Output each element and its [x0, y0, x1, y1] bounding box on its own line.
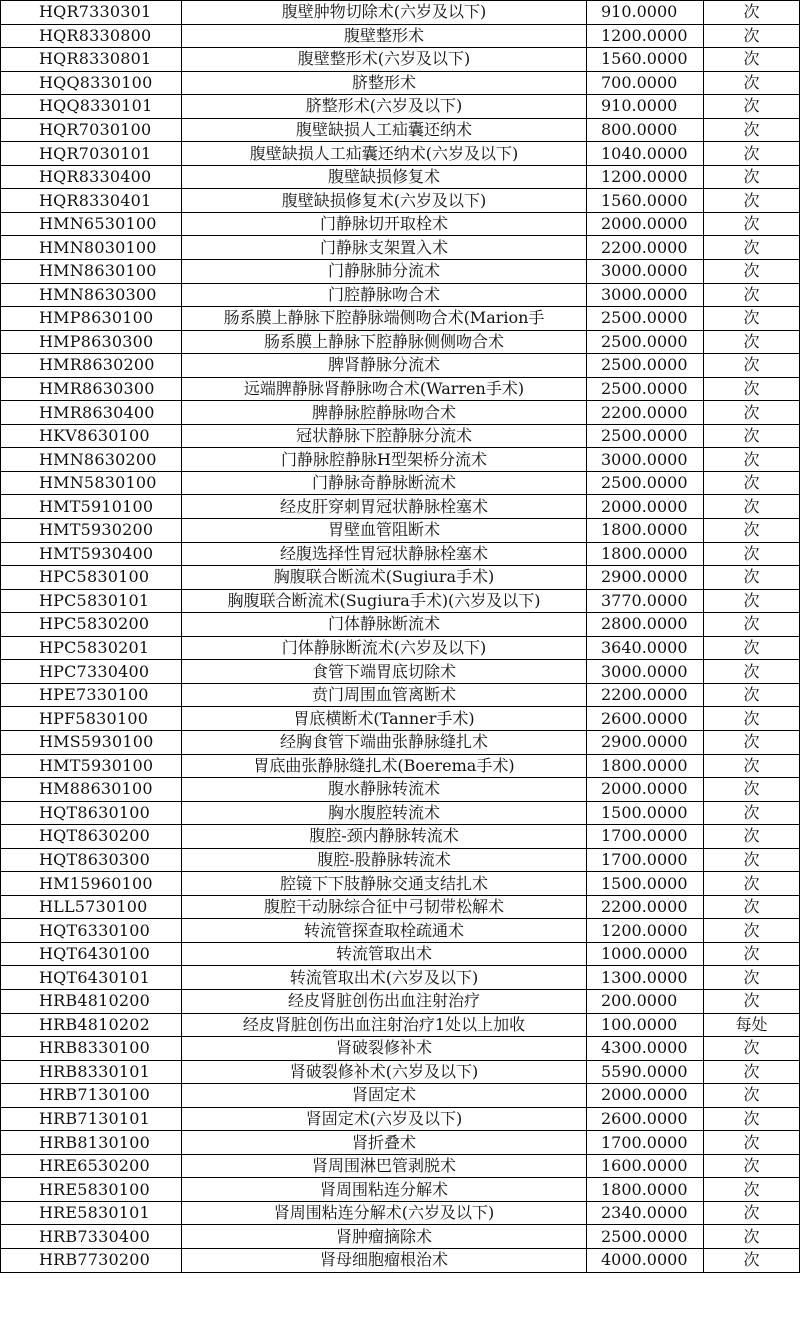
item-price-cell: 2500.0000: [587, 307, 704, 331]
item-code-cell: HPC7330400: [1, 660, 182, 684]
item-price-cell: 2000.0000: [587, 778, 704, 802]
item-price-cell: 4300.0000: [587, 1037, 704, 1061]
item-code-cell: HMN8630300: [1, 283, 182, 307]
item-name-cell: 经皮肾脏创伤出血注射治疗1处以上加收: [182, 1013, 587, 1037]
table-row: [1, 1037, 800, 1061]
item-name-cell: 肠系膜上静脉下腔静脉端侧吻合术(Marion手: [182, 307, 587, 331]
table-row: [1, 1154, 800, 1178]
item-code-cell: HRB7130101: [1, 1107, 182, 1131]
item-price-cell: 2200.0000: [587, 895, 704, 919]
item-code-cell: HPC5830201: [1, 636, 182, 660]
item-name-cell: 胃壁血管阻断术: [182, 519, 587, 543]
item-name-cell: 经腹选择性胃冠状静脉栓塞术: [182, 542, 587, 566]
item-name-cell: 肾折叠术: [182, 1131, 587, 1155]
table-row: [1, 24, 800, 48]
item-code-cell: HQT6430100: [1, 942, 182, 966]
item-name-cell: 腹腔-颈内静脉转流术: [182, 825, 587, 849]
item-price-cell: 1800.0000: [587, 1178, 704, 1202]
item-code-cell: HRE5830101: [1, 1201, 182, 1225]
item-unit-cell: 次: [704, 1060, 800, 1084]
item-unit-cell: 次: [704, 95, 800, 119]
item-name-cell: 门静脉切开取栓术: [182, 212, 587, 236]
table-row: [1, 589, 800, 613]
table-row: [1, 1178, 800, 1202]
item-code-cell: HMT5910100: [1, 495, 182, 519]
table-row: [1, 1060, 800, 1084]
item-unit-cell: 次: [704, 1154, 800, 1178]
item-unit-cell: 次: [704, 471, 800, 495]
item-unit-cell: 次: [704, 872, 800, 896]
table-row: [1, 118, 800, 142]
table-row: [1, 189, 800, 213]
item-name-cell: 转流管取出术(六岁及以下): [182, 966, 587, 990]
item-code-cell: HRB8130100: [1, 1131, 182, 1155]
table-row: [1, 165, 800, 189]
item-code-cell: HQT8630300: [1, 848, 182, 872]
item-price-cell: 2000.0000: [587, 212, 704, 236]
item-name-cell: 腹腔干动脉综合征中弓韧带松解术: [182, 895, 587, 919]
item-unit-cell: 次: [704, 1037, 800, 1061]
item-name-cell: 腹壁缺损人工疝囊还纳术: [182, 118, 587, 142]
item-code-cell: HPC5830101: [1, 589, 182, 613]
item-price-cell: 910.0000: [587, 95, 704, 119]
item-code-cell: HQR8330400: [1, 165, 182, 189]
item-name-cell: 脐整形术(六岁及以下): [182, 95, 587, 119]
item-name-cell: 胸腹联合断流术(Sugiura手术)(六岁及以下): [182, 589, 587, 613]
item-unit-cell: 次: [704, 636, 800, 660]
item-code-cell: HRE5830100: [1, 1178, 182, 1202]
item-price-cell: 100.0000: [587, 1013, 704, 1037]
item-name-cell: 门静脉肺分流术: [182, 260, 587, 284]
item-code-cell: HRB4810202: [1, 1013, 182, 1037]
item-unit-cell: 次: [704, 424, 800, 448]
table-row: [1, 919, 800, 943]
item-name-cell: 门静脉腔静脉H型架桥分流术: [182, 448, 587, 472]
item-price-cell: 1500.0000: [587, 872, 704, 896]
item-name-cell: 脾肾静脉分流术: [182, 354, 587, 378]
item-name-cell: 冠状静脉下腔静脉分流术: [182, 424, 587, 448]
table-row: [1, 566, 800, 590]
item-name-cell: 腹壁缺损修复术(六岁及以下): [182, 189, 587, 213]
table-row: [1, 424, 800, 448]
item-name-cell: 肠系膜上静脉下腔静脉侧侧吻合术: [182, 330, 587, 354]
table-row: [1, 142, 800, 166]
item-price-cell: 1200.0000: [587, 24, 704, 48]
item-price-cell: 2600.0000: [587, 1107, 704, 1131]
item-price-cell: 3000.0000: [587, 283, 704, 307]
item-name-cell: 转流管探查取栓疏通术: [182, 919, 587, 943]
item-code-cell: HQR8330801: [1, 48, 182, 72]
item-unit-cell: 次: [704, 707, 800, 731]
item-unit-cell: 次: [704, 613, 800, 637]
table-row: [1, 1248, 800, 1272]
item-name-cell: 肾周围粘连分解术(六岁及以下): [182, 1201, 587, 1225]
item-unit-cell: 次: [704, 1248, 800, 1272]
table-row: [1, 212, 800, 236]
item-unit-cell: 次: [704, 778, 800, 802]
item-price-cell: 1560.0000: [587, 189, 704, 213]
item-name-cell: 门静脉支架置入术: [182, 236, 587, 260]
item-code-cell: HRB8330100: [1, 1037, 182, 1061]
item-name-cell: 肾母细胞瘤根治术: [182, 1248, 587, 1272]
item-price-cell: 2500.0000: [587, 424, 704, 448]
item-price-cell: 2000.0000: [587, 1084, 704, 1108]
item-code-cell: HM88630100: [1, 778, 182, 802]
item-unit-cell: 次: [704, 495, 800, 519]
item-name-cell: 脐整形术: [182, 71, 587, 95]
table-row: [1, 636, 800, 660]
item-code-cell: HLL5730100: [1, 895, 182, 919]
item-price-cell: 1700.0000: [587, 825, 704, 849]
item-code-cell: HMP8630100: [1, 307, 182, 331]
item-name-cell: 经胸食管下端曲张静脉缝扎术: [182, 730, 587, 754]
table-row: [1, 471, 800, 495]
item-code-cell: HPC5830100: [1, 566, 182, 590]
item-unit-cell: 次: [704, 660, 800, 684]
item-name-cell: 肾破裂修补术: [182, 1037, 587, 1061]
item-price-cell: 2600.0000: [587, 707, 704, 731]
item-unit-cell: 次: [704, 1178, 800, 1202]
item-price-cell: 1200.0000: [587, 165, 704, 189]
item-unit-cell: 次: [704, 754, 800, 778]
item-unit-cell: 次: [704, 542, 800, 566]
item-name-cell: 远端脾静脉肾静脉吻合术(Warren手术): [182, 377, 587, 401]
item-code-cell: HRB7330400: [1, 1225, 182, 1249]
table-row: [1, 260, 800, 284]
table-row: [1, 1201, 800, 1225]
table-row: [1, 48, 800, 72]
item-name-cell: 胸腹联合断流术(Sugiura手术): [182, 566, 587, 590]
item-unit-cell: 次: [704, 1131, 800, 1155]
item-unit-cell: 次: [704, 942, 800, 966]
item-name-cell: 经皮肝穿刺胃冠状静脉栓塞术: [182, 495, 587, 519]
item-price-cell: 1800.0000: [587, 542, 704, 566]
item-code-cell: HQT6430101: [1, 966, 182, 990]
item-price-cell: 4000.0000: [587, 1248, 704, 1272]
item-price-cell: 3640.0000: [587, 636, 704, 660]
item-code-cell: HMN8630100: [1, 260, 182, 284]
table-row: [1, 754, 800, 778]
item-unit-cell: 次: [704, 118, 800, 142]
table-row: [1, 730, 800, 754]
item-price-cell: 5590.0000: [587, 1060, 704, 1084]
item-name-cell: 胸水腹腔转流术: [182, 801, 587, 825]
item-unit-cell: 次: [704, 1201, 800, 1225]
item-code-cell: HMR8630400: [1, 401, 182, 425]
table-row: [1, 801, 800, 825]
item-name-cell: 腹壁整形术: [182, 24, 587, 48]
item-code-cell: HQR7030101: [1, 142, 182, 166]
item-code-cell: HMT5930200: [1, 519, 182, 543]
item-price-cell: 2200.0000: [587, 236, 704, 260]
item-code-cell: HMP8630300: [1, 330, 182, 354]
item-code-cell: HMN6530100: [1, 212, 182, 236]
table-row: [1, 307, 800, 331]
item-price-cell: 2200.0000: [587, 683, 704, 707]
item-code-cell: HPF5830100: [1, 707, 182, 731]
item-code-cell: HMN8630200: [1, 448, 182, 472]
item-code-cell: HMR8630300: [1, 377, 182, 401]
item-price-cell: 2500.0000: [587, 471, 704, 495]
item-code-cell: HQR8330800: [1, 24, 182, 48]
item-unit-cell: 次: [704, 165, 800, 189]
item-name-cell: 肾固定术: [182, 1084, 587, 1108]
item-name-cell: 门体静脉断流术: [182, 613, 587, 637]
item-price-cell: 1500.0000: [587, 801, 704, 825]
item-name-cell: 腹水静脉转流术: [182, 778, 587, 802]
table-row: [1, 1084, 800, 1108]
item-unit-cell: 次: [704, 377, 800, 401]
item-name-cell: 胃底横断术(Tanner手术): [182, 707, 587, 731]
item-code-cell: HPE7330100: [1, 683, 182, 707]
item-code-cell: HMR8630200: [1, 354, 182, 378]
item-unit-cell: 次: [704, 989, 800, 1013]
item-code-cell: HRE6530200: [1, 1154, 182, 1178]
item-name-cell: 肾肿瘤摘除术: [182, 1225, 587, 1249]
table-row: [1, 283, 800, 307]
item-unit-cell: 每处: [704, 1013, 800, 1037]
item-code-cell: HQQ8330100: [1, 71, 182, 95]
item-name-cell: 肾固定术(六岁及以下): [182, 1107, 587, 1131]
item-unit-cell: 次: [704, 236, 800, 260]
item-unit-cell: 次: [704, 71, 800, 95]
table-row: [1, 236, 800, 260]
item-unit-cell: 次: [704, 448, 800, 472]
item-unit-cell: 次: [704, 330, 800, 354]
item-unit-cell: 次: [704, 189, 800, 213]
table-row: [1, 683, 800, 707]
item-name-cell: 肾破裂修补术(六岁及以下): [182, 1060, 587, 1084]
item-price-cell: 800.0000: [587, 118, 704, 142]
item-code-cell: HQT8630200: [1, 825, 182, 849]
item-code-cell: HMT5930400: [1, 542, 182, 566]
item-price-cell: 2500.0000: [587, 1225, 704, 1249]
table-row: [1, 519, 800, 543]
item-code-cell: HMN5830100: [1, 471, 182, 495]
item-code-cell: HMS5930100: [1, 730, 182, 754]
item-price-cell: 2340.0000: [587, 1201, 704, 1225]
item-code-cell: HKV8630100: [1, 424, 182, 448]
item-unit-cell: 次: [704, 1107, 800, 1131]
item-unit-cell: 次: [704, 1225, 800, 1249]
item-price-cell: 2800.0000: [587, 613, 704, 637]
table-row: [1, 354, 800, 378]
item-unit-cell: 次: [704, 683, 800, 707]
item-price-cell: 910.0000: [587, 1, 704, 25]
item-unit-cell: 次: [704, 589, 800, 613]
item-code-cell: HRB8330101: [1, 1060, 182, 1084]
table-row: [1, 1225, 800, 1249]
table-row: [1, 542, 800, 566]
item-price-cell: 1040.0000: [587, 142, 704, 166]
table-row: [1, 966, 800, 990]
item-name-cell: 腹壁整形术(六岁及以下): [182, 48, 587, 72]
table-row: [1, 330, 800, 354]
table-row: [1, 825, 800, 849]
table-row: [1, 401, 800, 425]
item-price-cell: 2500.0000: [587, 330, 704, 354]
item-price-cell: 3000.0000: [587, 260, 704, 284]
item-price-cell: 2900.0000: [587, 730, 704, 754]
item-price-cell: 2200.0000: [587, 401, 704, 425]
item-name-cell: 腹壁缺损人工疝囊还纳术(六岁及以下): [182, 142, 587, 166]
item-price-cell: 1800.0000: [587, 754, 704, 778]
item-code-cell: HQR7030100: [1, 118, 182, 142]
table-row: [1, 1013, 800, 1037]
item-code-cell: HMT5930100: [1, 754, 182, 778]
item-unit-cell: 次: [704, 24, 800, 48]
item-code-cell: HQT6330100: [1, 919, 182, 943]
table-row: [1, 895, 800, 919]
item-unit-cell: 次: [704, 307, 800, 331]
item-unit-cell: 次: [704, 401, 800, 425]
item-code-cell: HPC5830200: [1, 613, 182, 637]
table-row: [1, 95, 800, 119]
item-price-cell: 3000.0000: [587, 448, 704, 472]
item-unit-cell: 次: [704, 825, 800, 849]
item-unit-cell: 次: [704, 142, 800, 166]
item-code-cell: HQR7330301: [1, 1, 182, 25]
item-name-cell: 腹壁缺损修复术: [182, 165, 587, 189]
item-price-cell: 2500.0000: [587, 354, 704, 378]
item-unit-cell: 次: [704, 895, 800, 919]
item-unit-cell: 次: [704, 1084, 800, 1108]
table-row: [1, 1107, 800, 1131]
item-price-cell: 2500.0000: [587, 377, 704, 401]
item-unit-cell: 次: [704, 283, 800, 307]
item-name-cell: 肾周围粘连分解术: [182, 1178, 587, 1202]
item-price-cell: 1600.0000: [587, 1154, 704, 1178]
table-row: [1, 989, 800, 1013]
item-price-cell: 2000.0000: [587, 495, 704, 519]
item-price-cell: 2900.0000: [587, 566, 704, 590]
item-price-cell: 1700.0000: [587, 848, 704, 872]
table-row: [1, 71, 800, 95]
table-row: [1, 1131, 800, 1155]
item-code-cell: HM15960100: [1, 872, 182, 896]
item-price-cell: 1800.0000: [587, 519, 704, 543]
item-unit-cell: 次: [704, 848, 800, 872]
item-price-cell: 3770.0000: [587, 589, 704, 613]
item-name-cell: 腹壁肿物切除术(六岁及以下): [182, 1, 587, 25]
item-price-cell: 3000.0000: [587, 660, 704, 684]
item-unit-cell: 次: [704, 730, 800, 754]
item-price-cell: 200.0000: [587, 989, 704, 1013]
item-name-cell: 腔镜下下肢静脉交通支结扎术: [182, 872, 587, 896]
item-price-cell: 1700.0000: [587, 1131, 704, 1155]
item-name-cell: 食管下端胃底切除术: [182, 660, 587, 684]
item-code-cell: HRB7130100: [1, 1084, 182, 1108]
table-row: [1, 707, 800, 731]
item-unit-cell: 次: [704, 966, 800, 990]
table-row: [1, 377, 800, 401]
table-row: [1, 448, 800, 472]
table-row: [1, 613, 800, 637]
item-code-cell: HQT8630100: [1, 801, 182, 825]
item-name-cell: 转流管取出术: [182, 942, 587, 966]
item-code-cell: HRB4810200: [1, 989, 182, 1013]
item-unit-cell: 次: [704, 919, 800, 943]
table-row: [1, 872, 800, 896]
item-code-cell: HQR8330401: [1, 189, 182, 213]
item-unit-cell: 次: [704, 260, 800, 284]
item-name-cell: 脾静脉腔静脉吻合术: [182, 401, 587, 425]
item-price-cell: 700.0000: [587, 71, 704, 95]
item-name-cell: 门腔静脉吻合术: [182, 283, 587, 307]
item-price-cell: 1300.0000: [587, 966, 704, 990]
table-row: [1, 778, 800, 802]
item-name-cell: 经皮肾脏创伤出血注射治疗: [182, 989, 587, 1013]
item-code-cell: HRB7730200: [1, 1248, 182, 1272]
item-name-cell: 肾周围淋巴管剥脱术: [182, 1154, 587, 1178]
item-name-cell: 胃底曲张静脉缝扎术(Boerema手术): [182, 754, 587, 778]
table-row: [1, 660, 800, 684]
item-code-cell: HQQ8330101: [1, 95, 182, 119]
item-price-cell: 1560.0000: [587, 48, 704, 72]
item-unit-cell: 次: [704, 801, 800, 825]
item-unit-cell: 次: [704, 212, 800, 236]
item-name-cell: 门静脉奇静脉断流术: [182, 471, 587, 495]
item-name-cell: 贲门周围血管离断术: [182, 683, 587, 707]
item-name-cell: 腹腔-股静脉转流术: [182, 848, 587, 872]
item-price-cell: 1200.0000: [587, 919, 704, 943]
table-row: [1, 848, 800, 872]
price-table-body: [1, 1, 800, 1273]
item-unit-cell: 次: [704, 48, 800, 72]
item-unit-cell: 次: [704, 354, 800, 378]
item-unit-cell: 次: [704, 519, 800, 543]
table-row: [1, 1, 800, 25]
item-name-cell: 门体静脉断流术(六岁及以下): [182, 636, 587, 660]
item-unit-cell: 次: [704, 566, 800, 590]
item-unit-cell: 次: [704, 1, 800, 25]
table-row: [1, 495, 800, 519]
item-code-cell: HMN8030100: [1, 236, 182, 260]
table-row: [1, 942, 800, 966]
item-price-cell: 1000.0000: [587, 942, 704, 966]
